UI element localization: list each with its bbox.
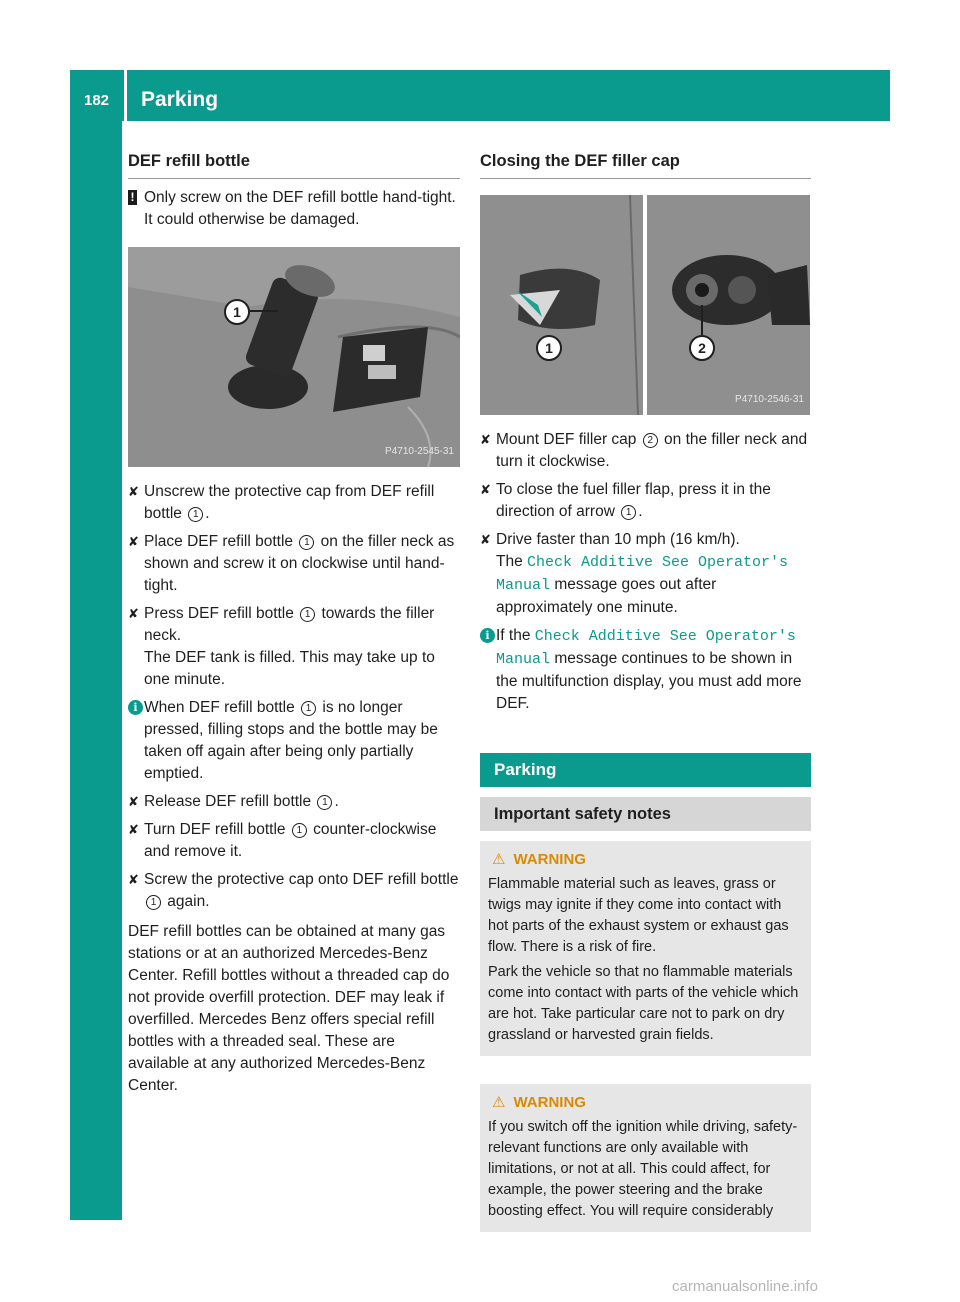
warning-paragraph: Flammable material such as leaves, grass or twigs may ignite if they come into contact with hot parts of the exhaust system or exhaust gas flow. There is a risk of fire. (488, 876, 789, 955)
section-heading-closing-cap: Closing the DEF filler cap (480, 150, 811, 179)
warning-triangle-icon: ⚠ (492, 851, 506, 868)
callout-badge: 1 (301, 701, 316, 716)
left-column (128, 150, 460, 1097)
warning-triangle-icon: ⚠ (492, 1094, 506, 1111)
right-column (480, 150, 811, 1232)
page-number: 182 (84, 92, 110, 109)
info-note: i When DEF refill bottle 1 is no longer pressed, filling stops and the bottle may be taken off again after being only partially emptied. (128, 697, 460, 785)
callout-badge: 1 (299, 535, 314, 550)
step-item: ✘ Mount DEF filler cap 2 on the filler neck and turn it clockwise. (480, 431, 808, 470)
callout-badge: 1 (146, 895, 161, 910)
step-item: ✘ Release DEF refill bottle 1 . (128, 791, 460, 813)
step-arrow-icon: ✘ (128, 534, 139, 549)
filler-flap-illustration (480, 195, 643, 415)
step-item: ✘ Drive faster than 10 mph (16 km/h). The Check Additive See Operator's Manual message goes out after approximately one minute. (480, 529, 811, 619)
step-item: ✘ Place DEF refill bottle 1 on the filler neck as shown and screw it on clockwise until hand-tight. (128, 533, 455, 594)
info-note: i If the Check Additive See Operator's Manual message continues to be shown in the multifunction display, you must add more DEF. (480, 625, 811, 715)
callout-badge: 2 (643, 433, 658, 448)
callout-badge: 1 (300, 607, 315, 622)
step-arrow-icon: ✘ (128, 484, 139, 499)
subsection-band-safety: Important safety notes (480, 797, 811, 831)
step-item: ✘ Unscrew the protective cap from DEF refill bottle 1 . (128, 483, 435, 522)
warning-paragraph: Park the vehicle so that no flammable materials come into contact with parts of the vehicle which are hot. Take particular care not to park on dry grassland or harvested grain fields. (488, 964, 799, 1043)
callout-badge: 1 (292, 823, 307, 838)
step-item: ✘ Press DEF refill bottle 1 towards the filler neck. The DEF tank is filled. This may take up to one minute. (128, 603, 460, 691)
car-filler-illustration (128, 247, 460, 467)
step-arrow-icon: ✘ (128, 822, 139, 837)
step-arrow-icon: ✘ (480, 482, 491, 497)
filler-flap-photo (480, 195, 643, 415)
footer-watermark: carmanualsonline.info (672, 1278, 818, 1295)
closing-paragraph: DEF refill bottles can be obtained at many gas stations or at an authorized Mercedes-Benz Center. Refill bottles without a threaded cap do not provide overfill protection. DEF may leak if overfilled. Mercedes Benz offers special refill bottles with a threaded seal. These are available at any authorized Mercedes-Benz Center. (128, 923, 450, 1094)
display-message: Check Additive See Operator's Manual (496, 628, 796, 668)
warning-header: ⚠ WARNING (492, 1094, 586, 1111)
step-item: ✘ Screw the protective cap onto DEF refill bottle 1 again. (128, 871, 459, 910)
def-refill-bottle-photo (128, 247, 460, 467)
warning-box (480, 1084, 811, 1232)
step-item: ✘ Turn DEF refill bottle 1 counter-clockwise and remove it. (128, 821, 437, 860)
step-item: ✘ To close the fuel filler flap, press it in the direction of arrow 1 . (480, 481, 771, 520)
step-arrow-icon: ✘ (128, 872, 139, 887)
section-heading-def-refill: DEF refill bottle (128, 150, 460, 179)
step-arrow-icon: ✘ (128, 606, 139, 621)
info-icon: i (480, 628, 495, 643)
photo-code: P4710-2546-31 (735, 394, 804, 405)
exclamation-icon: ! (128, 190, 137, 205)
step-arrow-icon: ✘ (128, 794, 139, 809)
photo-code: P4710-2545-31 (385, 446, 454, 457)
step-arrow-icon: ✘ (480, 432, 491, 447)
filler-cap-photos (480, 195, 811, 415)
info-icon: i (128, 700, 143, 715)
step-arrow-icon: ✘ (480, 532, 491, 547)
warning-paragraph: If you switch off the ignition while driving, safety-relevant functions are only available with limitations, or not at all. This could affect, for example, the power steering and the brake boosting effect. You will require considerably (488, 1119, 798, 1219)
callout-badge: 1 (621, 505, 636, 520)
side-tab-label: Driving and parking (83, 256, 108, 464)
header-divider (124, 70, 127, 121)
photo-callout-2: 2 (689, 335, 715, 361)
caution-note-text: Only screw on the DEF refill bottle hand-tight. It could otherwise be damaged. (144, 189, 456, 228)
filler-neck-illustration (647, 195, 810, 415)
filler-neck-photo (647, 195, 810, 415)
warning-box (480, 841, 811, 1056)
display-message: Check Additive See Operator's Manual (496, 554, 789, 594)
callout-badge: 1 (188, 507, 203, 522)
step-result: The Check Additive See Operator's Manual message goes out after approximately one minute. (496, 553, 789, 616)
callout-badge: 1 (317, 795, 332, 810)
photo-callout-1: 1 (536, 335, 562, 361)
warning-header: ⚠ WARNING (492, 851, 586, 868)
photo-callout-1: 1 (224, 299, 250, 325)
step-result: The DEF tank is filled. This may take up to one minute. (144, 649, 435, 688)
section-band-parking: Parking (480, 753, 811, 787)
page-title: Parking (141, 88, 219, 111)
caution-note (128, 187, 460, 231)
